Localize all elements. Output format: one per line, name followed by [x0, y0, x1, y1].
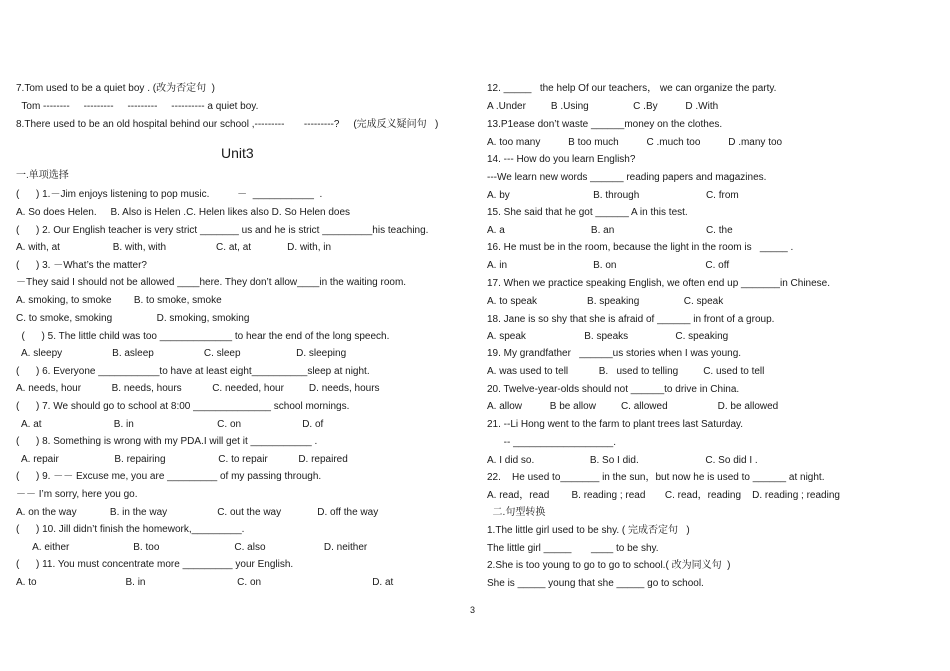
options-line: A .Under B .Using C .By D .With	[487, 101, 719, 112]
question-line: 12. _____ the help Of our teachers， we can organize the party.	[487, 83, 777, 94]
question-line: ( ) 10. Jill didn’t finish the homework,_________.	[16, 524, 245, 535]
question-line: ( ) 8. Something is wrong with my PDA.I will get it ___________ .	[16, 436, 318, 447]
options-line: A. at B. in C. on D. of	[16, 419, 324, 430]
question-line: 17. When we practice speaking English, we often end up _______in Chinese.	[487, 278, 831, 289]
question-line: －They said I should not be allowed ____here. They don’t allow____in the waiting room.	[16, 277, 407, 288]
question-line: 15. She said that he got ______ A in this test.	[487, 207, 688, 218]
question-line: 22. He used to_______ in the sun，but now he is used to ______ at night.	[487, 472, 825, 483]
question-line: ( ) 3. －What’s the matter?	[16, 260, 147, 271]
question-line: 2.She is too young to go to go to school.( 改为同义句 )	[487, 560, 731, 571]
answer-line: The little girl _____ ____ to be shy.	[487, 543, 659, 554]
question-line: －－ I’m sorry, here you go.	[16, 489, 138, 500]
options-line: A. repair B. repairing C. to repair D. repaired	[16, 454, 348, 465]
options-line: A. read，read B. reading ; read C. read，reading D. reading ; reading	[487, 490, 840, 501]
options-line: C. to smoke, smoking D. smoking, smoking	[16, 313, 250, 324]
text-line: 8.There used to be an old hospital behind our school ,--------- ---------? (完成反义疑问句 )	[16, 119, 439, 130]
options-line: A. to speak B. speaking C. speak	[487, 296, 724, 307]
options-line: A. to B. in C. on D. at	[16, 577, 394, 588]
section-heading: 二.句型转换	[487, 507, 546, 518]
question-line: 1.The little girl used to be shy. ( 完成否定句 )	[487, 525, 690, 536]
options-line: A. So does Helen. B. Also is Helen .C. Helen likes also D. So Helen does	[16, 207, 351, 218]
options-line: A. speak B. speaks C. speaking	[487, 331, 729, 342]
options-line: A. allow B be allow C. allowed D. be allowed	[487, 401, 779, 412]
question-line: ( ) 1.－Jim enjoys listening to pop music. － ___________ .	[16, 189, 323, 200]
options-line: A. was used to tell B. used to telling C. used to tell	[487, 366, 765, 377]
question-line: ( ) 5. The little child was too _____________ to hear the end of the long speech.	[16, 331, 390, 342]
question-line: 14. --- How do you learn English?	[487, 154, 636, 165]
question-line: 21. --Li Hong went to the farm to plant trees last Saturday.	[487, 419, 744, 430]
question-line: ( ) 9. －－ Excuse me, you are _________ of my passing through.	[16, 471, 322, 482]
options-line: A. by B. through C. from	[487, 190, 739, 201]
answer-line: She is _____ young that she _____ go to school.	[487, 578, 704, 589]
options-line: A. a B. an C. the	[487, 225, 733, 236]
options-line: A. in B. on C. off	[487, 260, 730, 271]
question-line: ( ) 11. You must concentrate more _________ your English.	[16, 559, 294, 570]
question-line: -- __________________.	[487, 437, 616, 448]
question-line: ( ) 7. We should go to school at 8:00 ______________ school mornings.	[16, 401, 350, 412]
question-line: ( ) 6. Everyone ___________to have at least eight__________sleep at night.	[16, 366, 370, 377]
text-line: 7.Tom used to be a quiet boy . (改为否定句 )	[16, 83, 215, 94]
question-line: 19. My grandfather ______us stories when I was young.	[487, 348, 742, 359]
question-line: 18. Jane is so shy that she is afraid of ______ in front of a group.	[487, 314, 775, 325]
options-line: A. too many B too much C .much too D .many too	[487, 137, 783, 148]
unit-title: Unit3	[221, 145, 254, 161]
question-line: 20. Twelve-year-olds should not ______to drive in China.	[487, 384, 740, 395]
options-line: A. smoking, to smoke B. to smoke, smoke	[16, 295, 222, 306]
options-line: A. I did so. B. So I did. C. So did I .	[487, 455, 758, 466]
options-line: A. needs, hour B. needs, hours C. needed, hour D. needs, hours	[16, 383, 380, 394]
options-line: A. with, at B. with, with C. at, at D. with, in	[16, 242, 332, 253]
question-line: 16. He must be in the room, because the light in the room is _____ .	[487, 242, 794, 253]
question-line: 13.P1ease don’t waste ______money on the clothes.	[487, 119, 723, 130]
question-line: ( ) 2. Our English teacher is very strict _______ us and he is strict _________his teaching.	[16, 225, 429, 236]
text-line: Tom -------- --------- --------- ---------- a quiet boy.	[16, 101, 259, 112]
page-number: 3	[470, 605, 476, 615]
options-line: A. sleepy B. asleep C. sleep D. sleeping	[16, 348, 347, 359]
options-line: A. on the way B. in the way C. out the way D. off the way	[16, 507, 379, 518]
question-line: ---We learn new words ______ reading papers and magazines.	[487, 172, 767, 183]
options-line: A. either B. too C. also D. neither	[16, 542, 368, 553]
section-heading: 一.单项选择	[16, 170, 69, 181]
